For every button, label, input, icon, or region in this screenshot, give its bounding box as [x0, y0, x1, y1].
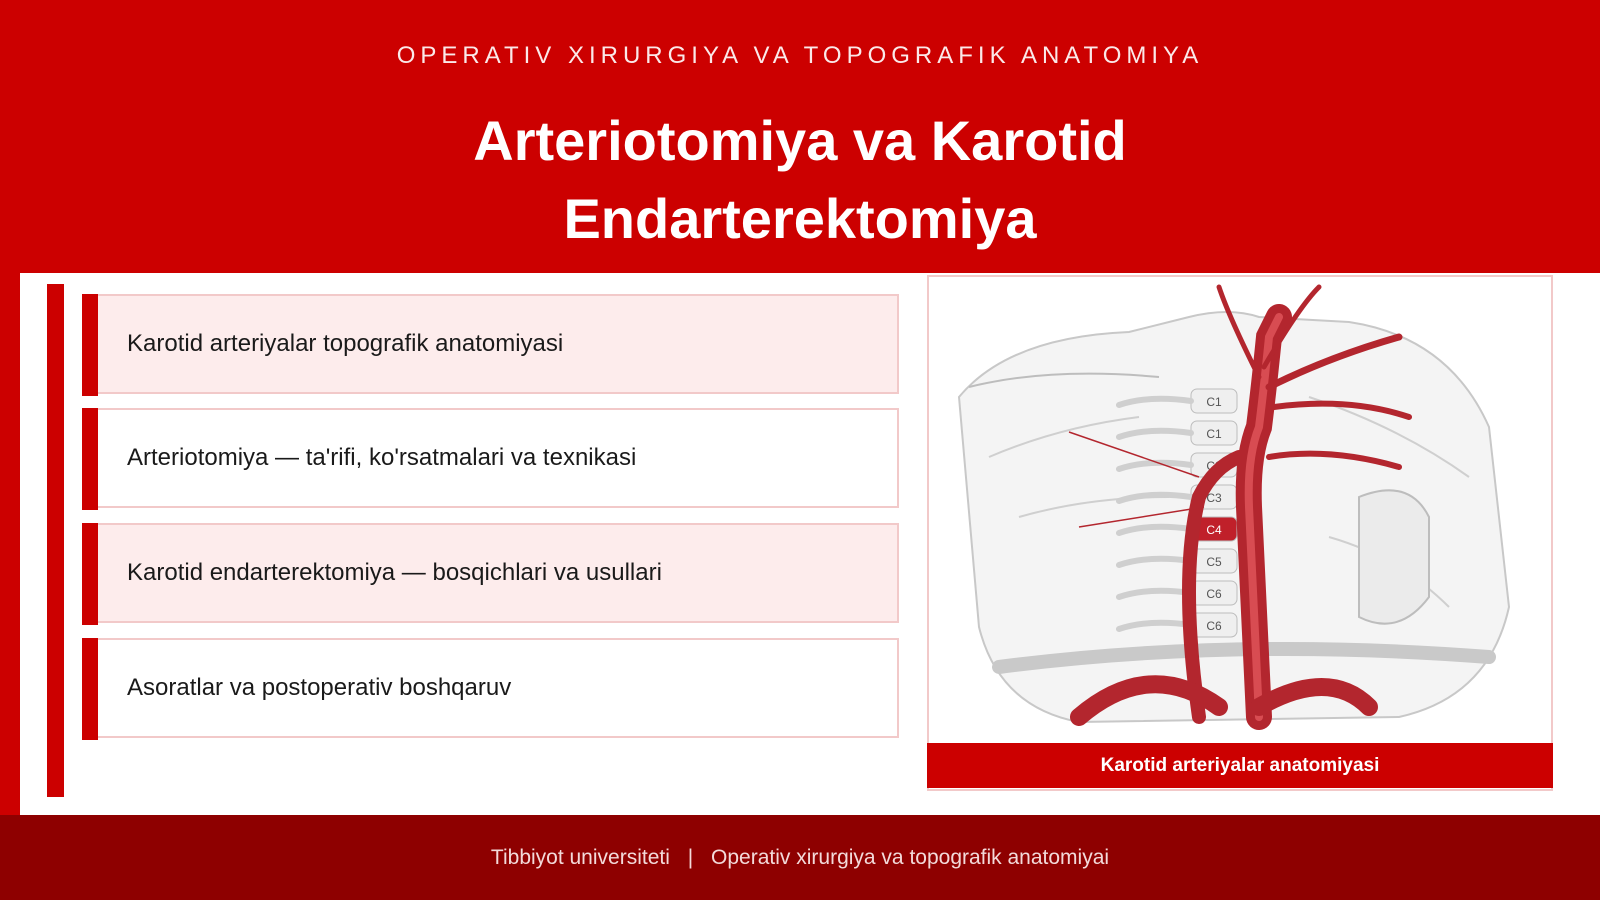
content-panel [20, 273, 1600, 815]
vertebra-label: C6 [1206, 587, 1222, 601]
agenda-item-accent [82, 638, 98, 740]
agenda-item-label: Karotid endarterektomiya — bosqichlari va usullari [127, 559, 662, 586]
slide-title-line-2: Endarterektomiya [563, 187, 1037, 250]
agenda-item-label: Karotid arteriyalar topografik anatomiyasi [127, 330, 564, 357]
anatomy-figure [927, 275, 1553, 791]
agenda-item-label: Asoratlar va postoperativ boshqaruv [127, 674, 512, 701]
vertebra-label: C3 [1206, 491, 1222, 505]
thyroid-cartilage [1359, 490, 1429, 623]
footer [0, 815, 1600, 900]
slide-title [0, 102, 1600, 258]
vertebra-label: C6 [1206, 619, 1222, 633]
slide-title-line-1: Arteriotomiya va Karotid [473, 109, 1127, 172]
footer-course: Operativ xirurgiya va topografik anatomiyai [711, 846, 1110, 869]
vertebra-label: C4 [1206, 523, 1222, 537]
agenda-item-label: Arteriotomiya — ta'rifi, ko'rsatmalari va texnikasi [127, 444, 637, 471]
vertebra-label: C1 [1206, 427, 1222, 441]
agenda-item [82, 294, 899, 394]
figure-caption: Karotid arteriyalar anatomiyasi [927, 743, 1553, 788]
course-subtitle: OPERATIV XIRURGIYA VA TOPOGRAFIK ANATOMIYA [396, 42, 1204, 69]
agenda-item-accent [82, 294, 98, 396]
footer-institution: Tibbiyot universiteti [490, 846, 670, 869]
agenda-item [82, 523, 899, 623]
vertebra-label: C2 [1206, 459, 1222, 473]
agenda-item [82, 638, 899, 738]
agenda-item-accent [82, 408, 98, 510]
agenda-item-accent [82, 523, 98, 625]
footer-separator: | [687, 846, 694, 869]
left-accent-bar [47, 284, 64, 797]
vertebra-label: C5 [1206, 555, 1222, 569]
carotid-anatomy-illustration [929, 277, 1551, 743]
agenda-item [82, 408, 899, 508]
vertebra-label: C1 [1206, 395, 1222, 409]
header [0, 0, 1600, 273]
